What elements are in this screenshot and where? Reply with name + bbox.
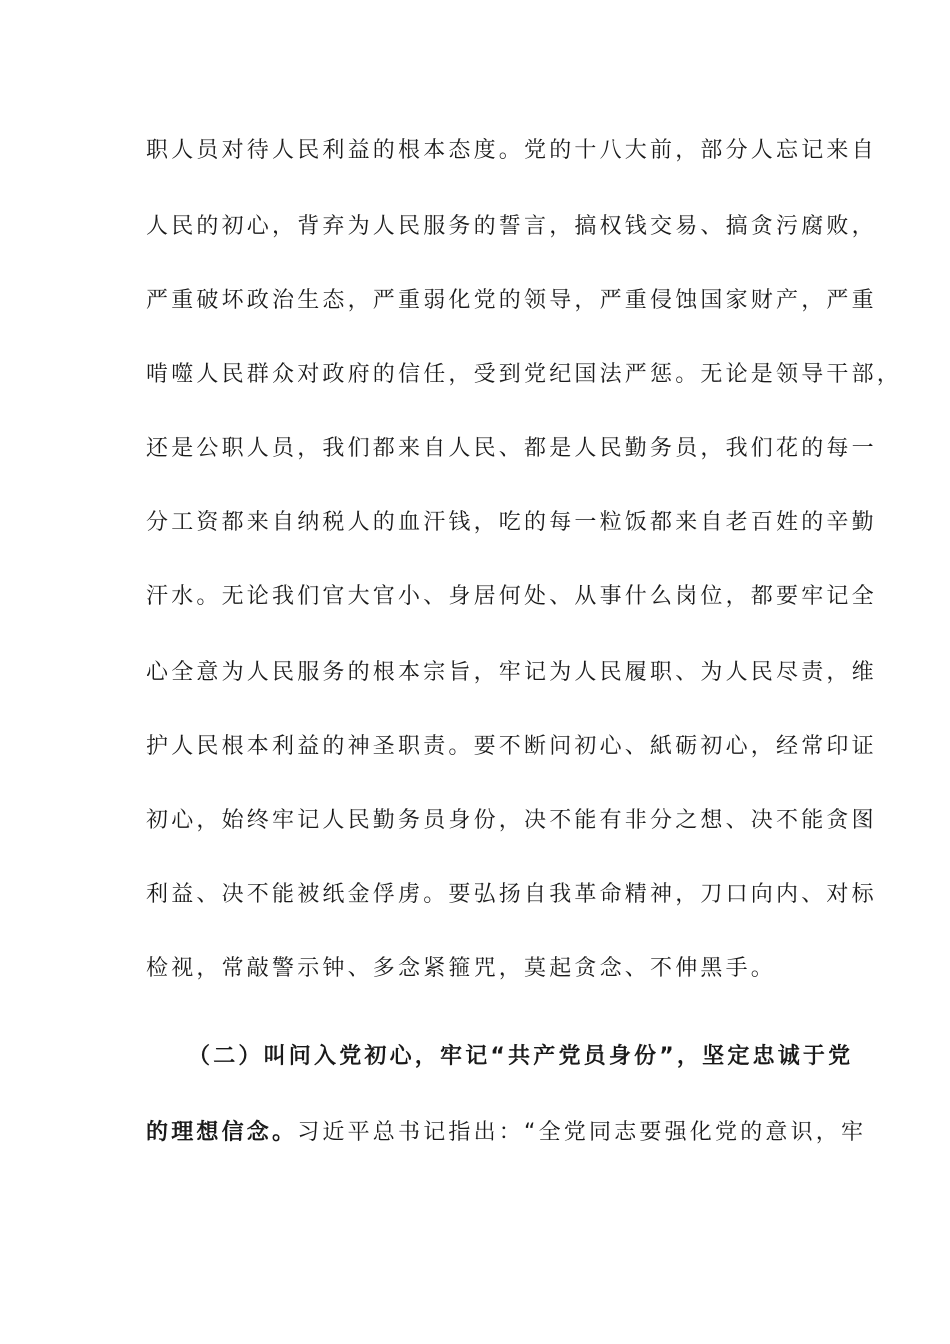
section-heading-end: 的理想信念。 — [146, 1120, 298, 1145]
paragraph-line: 还是公职人员，我们都来自人民、都是人民勤务员，我们花的每一 — [146, 436, 877, 461]
paragraph-line: 护人民根本利益的神圣职责。要不断问初心、紙砺初心，经常印证 — [146, 734, 877, 759]
quote-intro-text: 习近平总书记指出：“全党同志要强化党的意识，牢 — [297, 1120, 867, 1145]
paragraph-line: 人民的初心，背弃为人民服务的誓言，搞权钱交易、搞贪污腐败， — [146, 214, 877, 239]
paragraph-line: 职人员对待人民利益的根本态度。党的十八大前，部分人忘记来自 — [146, 138, 877, 163]
paragraph-line: 初心，始终牢记人民勤务员身份，决不能有非分之想、决不能贪图 — [146, 808, 877, 833]
section-heading-continuation — [146, 1118, 866, 1148]
paragraph-line: 严重破坏政治生态，严重弱化党的领导，严重侵蚀国家财产，严重 — [146, 288, 877, 313]
paragraph-line: 心全意为人民服务的根本宗旨，牢记为人民履职、为人民尽责，维 — [146, 660, 877, 685]
paragraph-line: 利益、决不能被纸金俘虏。要弘扬自我革命精神，刀口向内、对标 — [146, 882, 877, 907]
paragraph-line: 汗水。无论我们官大官小、身居何处、从事什么岗位，都要牢记全 — [146, 584, 877, 609]
paragraph-line: 啃噬人民群众对政府的信任，受到党纪国法严惩。无论是领导干部， — [146, 362, 903, 387]
section-heading-line: （二）叫问入党初心，牢记“共产党员身份”，坚定忠诚于党 — [188, 1044, 854, 1069]
paragraph-line: 检视，常敲警示钟、多念紧箍咒，莫起贪念、不伸黑手。 — [146, 956, 777, 981]
paragraph-line: 分工资都来自纳税人的血汗钱，吃的每一粒饭都来自老百姓的辛勤 — [146, 510, 877, 535]
